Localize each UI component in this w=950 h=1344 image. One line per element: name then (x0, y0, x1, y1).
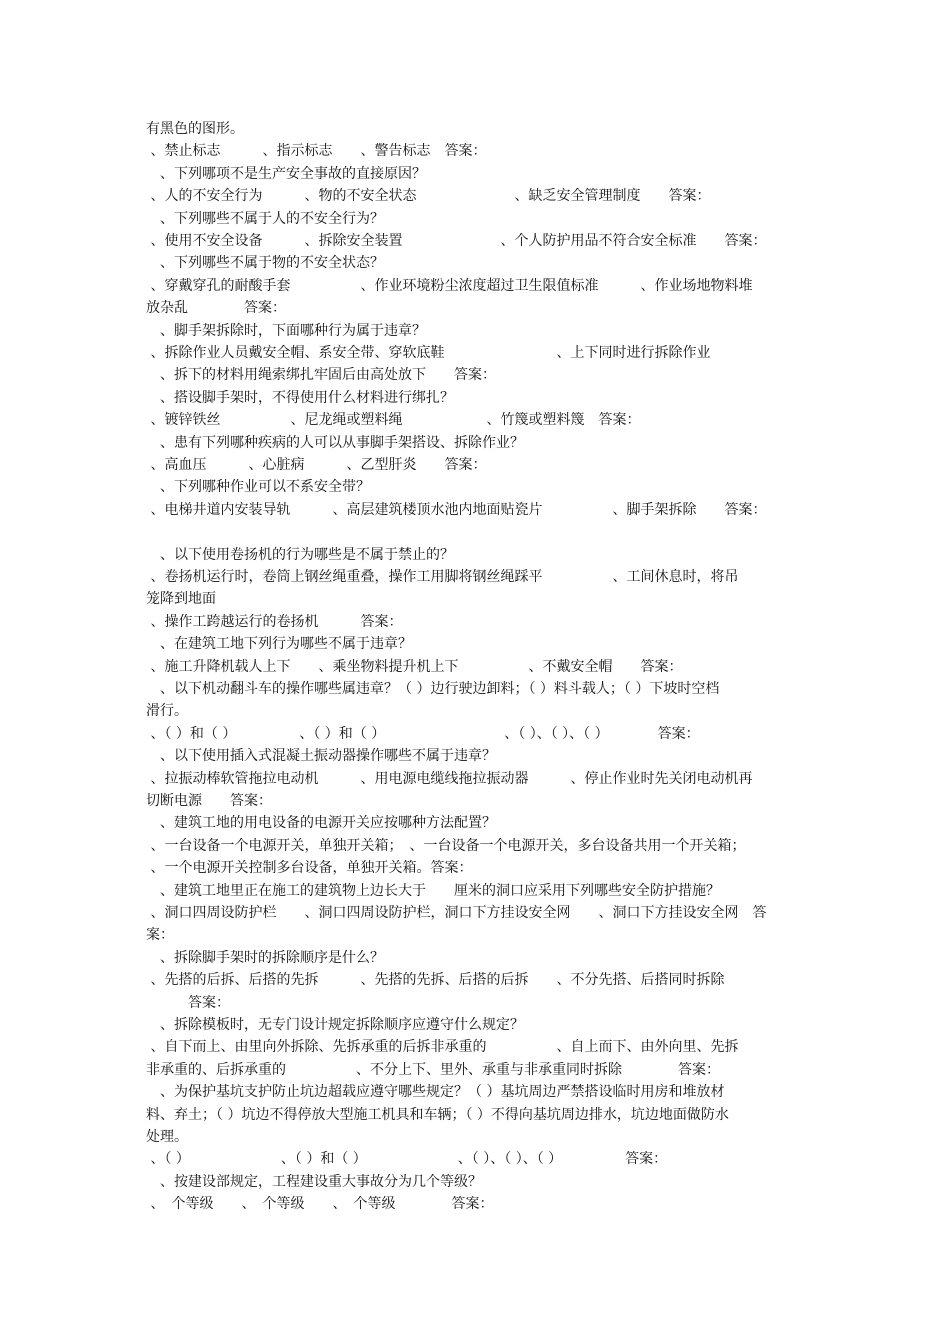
text-line: 、拆下的材料用绳索绑扎牢固后由高处放下 答案： (146, 367, 496, 384)
text-line: 、一个电源开关控制多台设备，单独开关箱。答案： (146, 860, 473, 877)
text-line: 、拆除模板时，无专门设计规定拆除顺序应遵守什么规定？ (146, 1017, 524, 1033)
text-line: 、（ ） 、（ ）和（ ） 、（ ）、（ ）、（ ） 答案： (146, 1151, 668, 1168)
text-line: 、施工升降机载人上下 、乘坐物料提升机上下 、不戴安全帽 答案： (146, 658, 683, 675)
text-line: 、使用不安全设备 、拆除安全装置 、个人防护用品不符合安全标准 答案： (146, 233, 767, 249)
text-line: 、拆除脚手架时的拆除顺序是什么？ (146, 949, 384, 966)
text-line: 、患有下列哪种疾病的人可以从事脚手架搭设、拆除作业？ (146, 434, 524, 451)
text-line: 、高血压 、心脏病 、乙型肝炎 答案： (146, 457, 487, 473)
text-line: 、拆除作业人员戴安全帽、系安全带、穿软底鞋 、上下同时进行拆除作业 (146, 345, 711, 361)
text-line: 笼降到地面 (146, 591, 216, 608)
text-line: 、操作工跨越运行的卷扬机 答案： (146, 613, 403, 630)
text-line: 答案： (146, 994, 230, 1011)
text-line (146, 521, 810, 543)
text-line: 、以下使用卷扬机的行为哪些是不属于禁止的？ (146, 546, 454, 563)
text-line: 、脚手架拆除时，下面哪种行为属于违章？ (146, 322, 426, 339)
text-line: 、以下机动翻斗车的操作哪些属违章？（ ）边行驶边卸料；（ ）料斗载人；（ ）下坡时空档 (146, 681, 720, 697)
text-line: 案： (146, 927, 174, 944)
text-line: 、拉振动棒软管拖拉电动机 、用电源电缆线拖拉振动器 、停止作业时先关闭电动机再 (146, 770, 753, 787)
text-line: 滑行。 (146, 703, 188, 720)
text-line: 、卷扬机运行时，卷筒上钢丝绳重叠，操作工用脚将钢丝绳踩平 、工间休息时，将吊 (146, 569, 739, 585)
text-line: 处理。 (146, 1129, 188, 1145)
text-line: 、在建筑工地下列行为哪些不属于违章？ (146, 636, 412, 653)
text-line: 、按建设部规定，工程建设重大事故分为几个等级？ (146, 1173, 482, 1190)
text-line: 、一台设备一个电源开关，单独开关箱； 、一台设备一个电源开关，多台设备共用一个开关箱； (146, 837, 746, 854)
text-line: 、（ ）和（ ） 、（ ）和（ ） 、（ ）、（ ）、（ ） 答案： (146, 725, 700, 742)
text-line: 料、弃土；（ ）坑边不得停放大型施工机具和车辆；（ ）不得向基坑周边排水，坑边地面做防水 (146, 1106, 729, 1123)
text-line: 、电梯井道内安装导轨 、高层建筑楼顶水池内地面贴瓷片 、脚手架拆除 答案： (146, 501, 767, 518)
text-line: 、建筑工地里正在施工的建筑物上边长大于 厘米的洞口应采用下列哪些安全防护措施？ (146, 882, 720, 899)
text-line: 、下列哪项不是生产安全事故的直接原因？ (146, 165, 426, 182)
text-line: 、建筑工地的用电设备的电源开关应按哪种方法配置？ (146, 815, 496, 832)
text-line: 、 个等级 、 个等级 、 个等级 答案： (146, 1196, 494, 1213)
text-line: 、先搭的后拆、后搭的先拆 、先搭的先拆、后搭的后拆 、不分先搭、后搭同时拆除 (146, 972, 725, 989)
text-line: 切断电源 答案： (146, 793, 272, 809)
text-line: 、禁止标志 、指示标志 、警告标志 答案： (146, 143, 487, 160)
text-line: 、搭设脚手架时，不得使用什么材料进行绑扎？ (146, 389, 454, 406)
text-line: 、为保护基坑支护防止坑边超载应遵守哪些规定？（ ）基坑周边严禁搭设临时用房和堆放材 (146, 1084, 725, 1101)
text-line: 、镀锌铁丝 、尼龙绳或塑料绳 、竹篾或塑料篾 答案： (146, 412, 641, 429)
text-line: 有黑色的图形。 (146, 121, 244, 137)
text-line: 、穿戴穿孔的耐酸手套 、作业环境粉尘浓度超过卫生限值标准 、作业场地物料堆 (146, 277, 753, 294)
text-line: 、以下使用插入式混凝土振动器操作哪些不属于违章？ (146, 748, 496, 765)
text-line: 放杂乱 答案： (146, 300, 286, 317)
text-line: 、洞口四周设防护栏 、洞口四周设防护栏，洞口下方挂设安全网 、洞口下方挂设安全网 答 (146, 905, 767, 921)
text-line: 非承重的、后拆承重的 、不分上下、里外、承重与非承重同时拆除 答案： (146, 1061, 720, 1078)
text-line: 、自下而上、由里向外拆除、先拆承重的后拆非承重的 、自上而下、由外向里、先拆 (146, 1039, 739, 1056)
text-line: 、下列哪种作业可以不系安全带？ (146, 479, 370, 496)
text-line: 、人的不安全行为 、物的不安全状态 、缺乏安全管理制度 答案： (146, 188, 711, 205)
text-line: 、下列哪些不属于物的不安全状态？ (146, 255, 384, 272)
text-line: 、下列哪些不属于人的不安全行为？ (146, 210, 384, 227)
